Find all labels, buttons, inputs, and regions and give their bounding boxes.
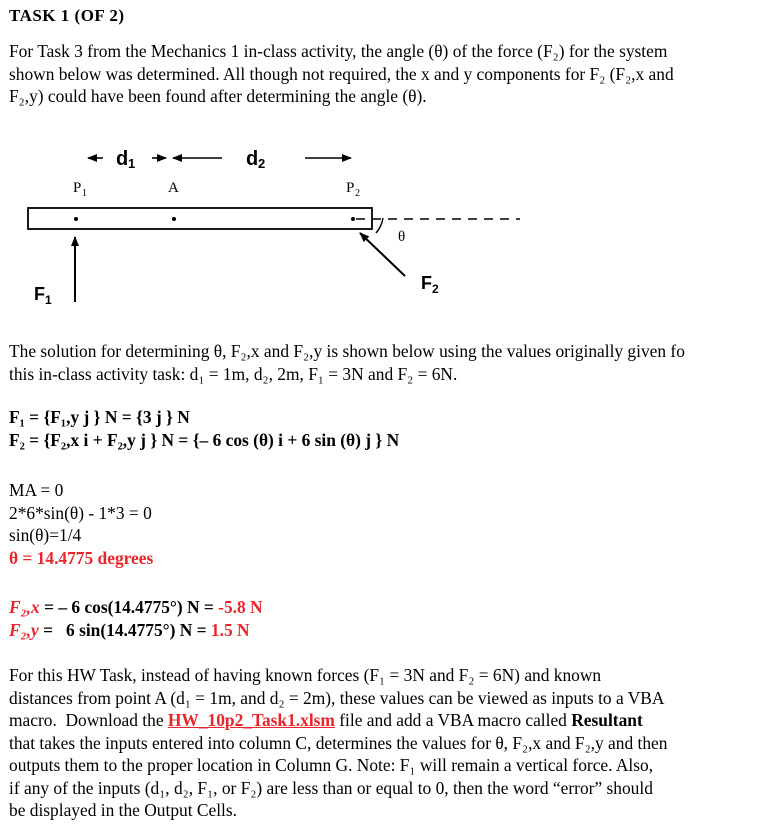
beam: [28, 208, 372, 229]
component-equations: [9, 596, 263, 641]
solution-intro-line: this in-class activity task: d₁ = 1m, d₂, 2m, F₁ = 3N and F₂ = 6N.: [9, 363, 458, 384]
f2x-equation: [9, 596, 263, 619]
p2-subscript: 2: [355, 188, 360, 199]
theta-result: θ = 14.4775 degrees: [9, 547, 154, 568]
f2x-expression: = – 6 cos(14.4775°) N =: [39, 597, 219, 617]
intro-line: F₂,y) could have been found after determining the angle (θ).: [9, 86, 427, 106]
hw-text: file and add a VBA macro called: [334, 710, 572, 730]
intro-line: For Task 3 from the Mechanics 1 in-class activity, the angle (θ) of the force (F₂) for the system: [9, 41, 668, 61]
moment-line: sin(θ)=1/4: [9, 525, 82, 545]
hw-paragraph: [9, 664, 773, 822]
macro-name: Resultant: [571, 710, 643, 730]
hw-line: distances from point A (d₁ = 1m, and d₂ = 2m), these values can be viewed as inputs to a VBA: [9, 687, 665, 708]
d2-dimension: [173, 148, 351, 171]
moment-line: MA = 0: [9, 480, 64, 500]
f2y-value: 1.5 N: [210, 619, 250, 640]
intro-paragraph: [9, 40, 773, 108]
f2x-label: F₂,x: [9, 597, 40, 617]
task-title: TASK 1 (OF 2): [9, 6, 125, 25]
p2-label: P: [346, 180, 355, 196]
p2-point: [351, 217, 355, 221]
hw-line: if any of the inputs (d₁, d₂, F₁, or F₂) are less than or equal to 0, then the word “error” should: [9, 777, 653, 798]
f2y-expression: = 6 sin(14.4775°) N =: [38, 619, 211, 640]
f1-label: F: [34, 284, 45, 304]
f1-subscript: 1: [45, 293, 52, 307]
solution-intro-line: The solution for determining θ, F₂,x and F₂,y is shown below using the values originally given fo: [9, 341, 685, 361]
theta-arc: [376, 218, 383, 233]
d2-subscript: 2: [258, 156, 266, 171]
d1-subscript: 1: [128, 156, 136, 171]
f2-subscript: 2: [432, 282, 439, 296]
a-point: [172, 217, 176, 221]
hw-text: macro. Download the: [9, 710, 168, 730]
p1-subscript: 1: [82, 188, 87, 199]
f1-vector: F₁ = {F₁,y j } N = {3 j } N: [9, 407, 190, 427]
f2x-value: -5.8 N: [218, 597, 263, 617]
moment-equations: [9, 479, 153, 569]
intro-line: shown below was determined. All though not required, the x and y components for F₂ (F₂,x and: [9, 63, 674, 84]
d2-label: d: [246, 148, 259, 170]
hw-file-link[interactable]: HW_10p2_Task1.xlsm: [167, 710, 335, 730]
p1-point: [74, 217, 78, 221]
f2-vector: F₂ = {F₂,x i + F₂,y j } N = {– 6 cos (θ) i + 6 sin (θ) j } N: [9, 429, 400, 450]
theta-label: θ: [398, 229, 406, 245]
d1-dimension: [88, 148, 166, 171]
vector-equations: [9, 406, 399, 451]
f2y-equation: [9, 619, 263, 642]
hw-line: [9, 709, 773, 732]
moment-line: 2*6*sin(θ) - 1*3 = 0: [9, 502, 152, 523]
hw-line: For this HW Task, instead of having known forces (F₁ = 3N and F₂ = 6N) and known: [9, 665, 602, 685]
hw-line: that takes the inputs entered into column C, determines the values for θ, F₂,x and F₂,y and then: [9, 732, 668, 753]
hw-line: be displayed in the Output Cells.: [9, 800, 237, 820]
f2-label: F: [421, 273, 432, 293]
f2y-label: F₂,y: [9, 619, 39, 640]
solution-intro: [9, 340, 777, 385]
p1-label: P: [73, 180, 82, 196]
a-label: A: [168, 180, 179, 196]
hw-line: outputs them to the proper location in Column G. Note: F₁ will remain a vertical force. Also,: [9, 755, 654, 775]
beam-diagram: [0, 130, 777, 330]
d1-label: d: [116, 148, 129, 170]
